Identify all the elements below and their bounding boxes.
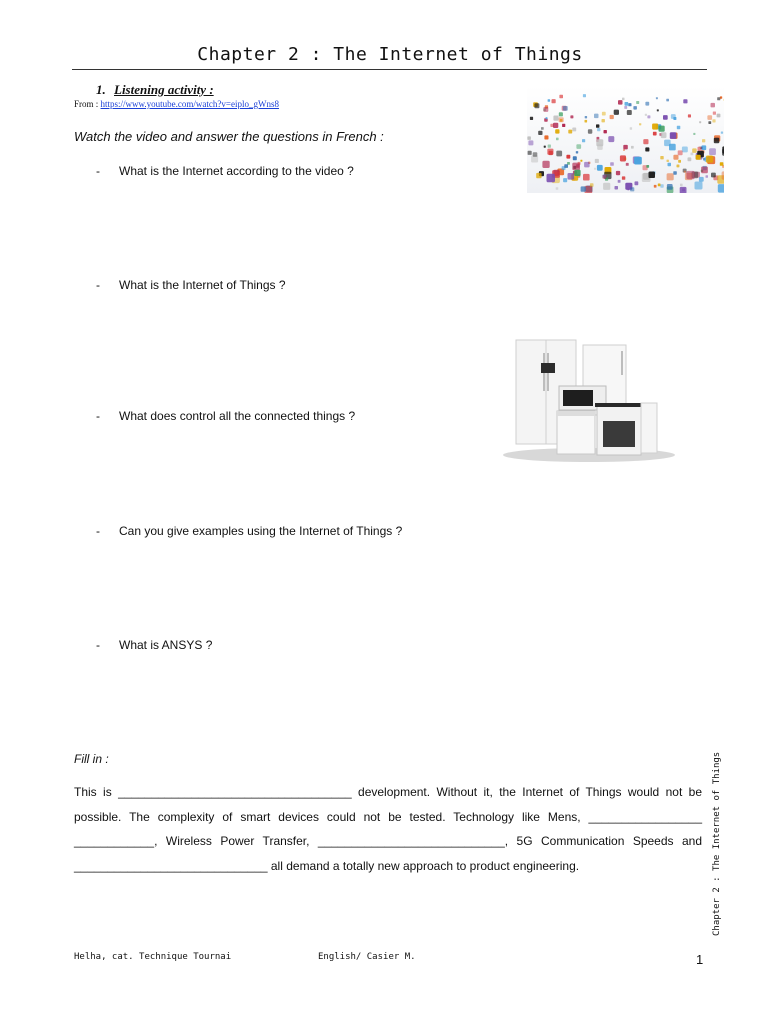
fill-in-paragraph: This is ___________________________________ development. Without it, the Internet of Things would not be possible. The complexity of smart devices could not be tested. Technology like Mens, _________________ ____________, Wireless Power Transfer, ____________________________, 5G Communication Speeds and _____________________________ all demand a totally new approach to product engineering. — [74, 785, 702, 873]
section-heading — [96, 82, 214, 98]
question-text: Can you give examples using the Internet of Things ? — [119, 524, 403, 538]
appliances-icon — [503, 331, 676, 462]
question-text: What does control all the connected things ? — [119, 409, 356, 423]
fill-in-label: Fill in : — [74, 752, 109, 766]
instruction-text: Watch the video and answer the questions in French : — [74, 129, 384, 144]
question-text: What is the Internet according to the video ? — [119, 164, 354, 178]
question-item — [96, 524, 402, 538]
question-bullet: - — [96, 638, 100, 652]
section-title: Listening activity : — [114, 82, 214, 97]
question-item — [96, 638, 212, 652]
appliances-image — [503, 331, 676, 462]
question-item — [96, 164, 354, 178]
source-line — [74, 99, 279, 109]
question-bullet: - — [96, 278, 100, 292]
section-number: 1. — [96, 82, 106, 97]
question-text: What is the Internet of Things ? — [119, 278, 286, 292]
page-title: Chapter 2 : The Internet of Things — [197, 44, 583, 65]
footer-course: English/ Casier M. — [318, 952, 416, 962]
title-divider — [72, 69, 707, 70]
question-bullet: - — [96, 409, 100, 423]
page-number: 1 — [696, 952, 704, 967]
iot-cloud-icon — [527, 86, 724, 193]
question-text: What is ANSYS ? — [119, 638, 213, 652]
question-bullet: - — [96, 164, 100, 178]
question-item — [96, 278, 286, 292]
source-link[interactable]: https://www.youtube.com/watch?v=eiplo_gWns8 — [100, 99, 279, 109]
sidebar-chapter-label: Chapter 2 : The Internet of Things — [712, 751, 722, 936]
source-prefix: From : — [74, 99, 99, 109]
question-bullet: - — [96, 524, 100, 538]
footer-school: Helha, cat. Technique Tournai — [74, 952, 232, 962]
iot-icons-image — [527, 86, 724, 193]
question-item — [96, 409, 355, 423]
